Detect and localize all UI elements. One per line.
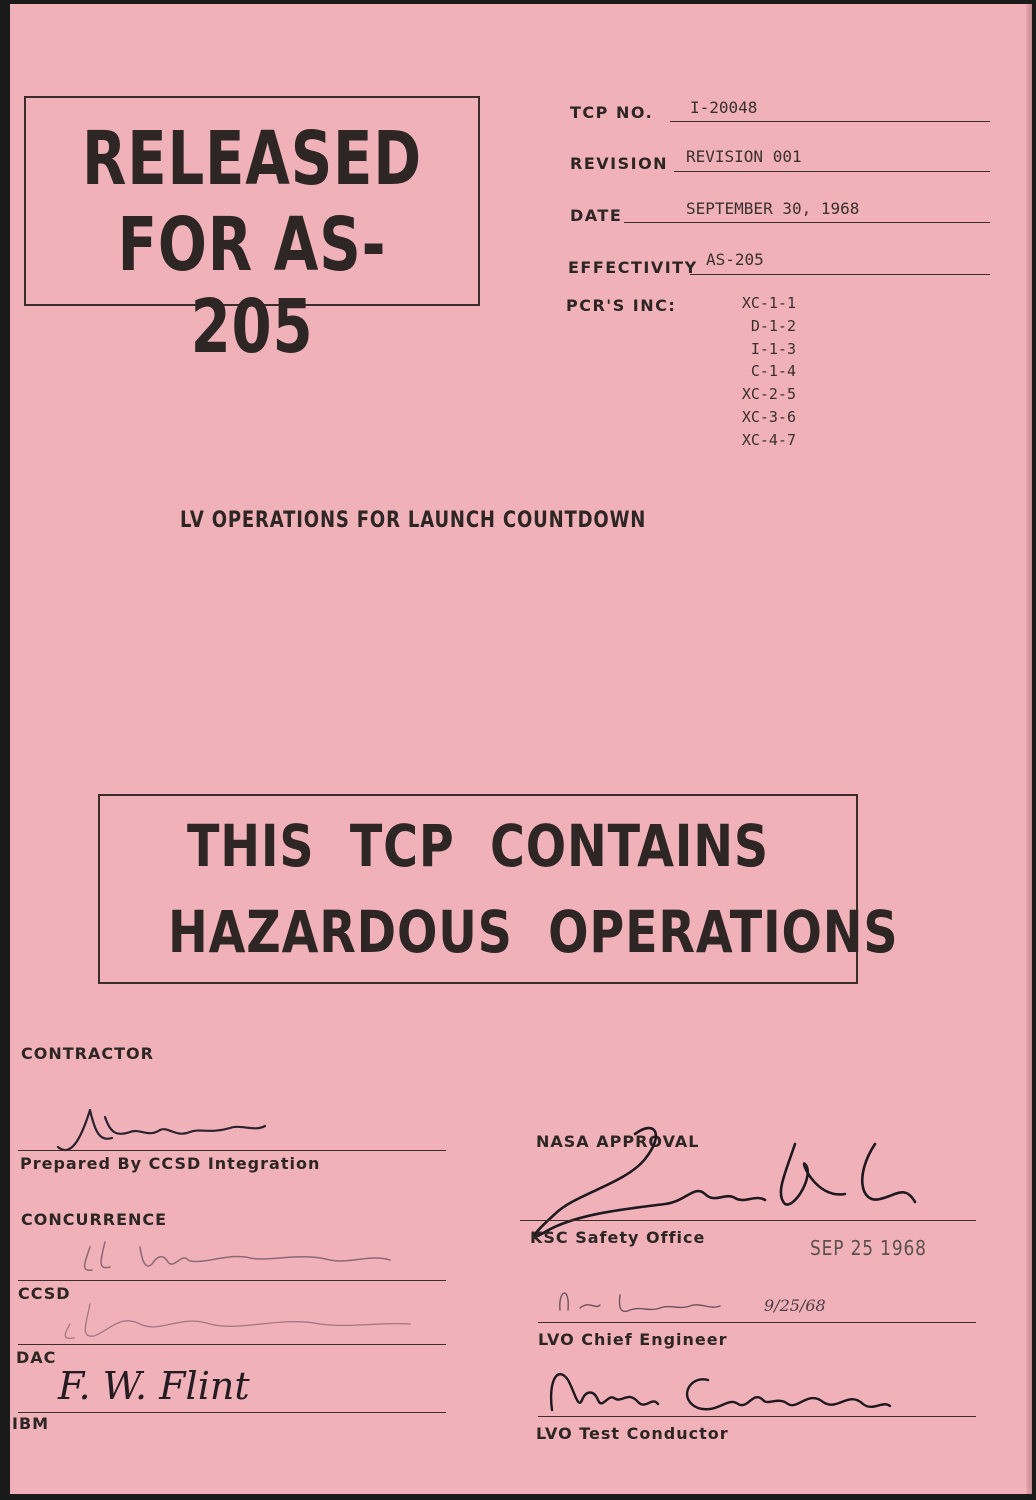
ccsd-signature [70,1222,400,1282]
prepared-signature [50,1102,290,1162]
nasa-approval-signature [515,1114,935,1244]
concurrence-label: CONCURRENCE [21,1210,168,1229]
ibm-signature-line [18,1412,446,1413]
dac-signature [50,1294,420,1344]
pcr-item: XC-2-5 [741,385,796,404]
pcr-item: D-1-2 [750,316,796,335]
date-value: SEPTEMBER 30, 1968 [686,199,860,218]
ibm-signature: F. W. Flint [58,1364,250,1408]
ccsd-label: CCSD [18,1284,71,1303]
hazard-warning-box [98,794,899,984]
chief-engineer-label: LVO Chief Engineer [538,1330,728,1349]
dac-signature-line [18,1344,446,1345]
tcp-number-value: I-20048 [690,98,758,117]
nasa-approval-line [520,1220,976,1221]
hazard-line1: THIS TCP CONTAINS [187,812,769,880]
pcr-item: I-1-3 [750,339,796,358]
test-conductor-signature [538,1360,898,1430]
prepared-by-label: Prepared By CCSD Integration [20,1154,321,1173]
pcr-item: XC-1-1 [741,294,796,312]
nasa-approval-label: NASA APPROVAL [536,1132,700,1151]
released-stamp-box [24,96,480,370]
chief-engineer-line [538,1322,976,1323]
pcr-item: XC-3-6 [741,407,796,426]
pcr-item: C-1-4 [750,362,796,381]
received-date-stamp: SEP 25 1968 [810,1236,927,1260]
effectivity-value: AS-205 [706,250,764,269]
ccsd-signature-line [18,1280,446,1281]
test-conductor-line [538,1416,976,1417]
document-page [10,4,1032,1494]
contractor-label: CONTRACTOR [21,1044,154,1063]
released-stamp-line2: FOR AS-205 [117,202,387,370]
dac-label: DAC [16,1348,57,1367]
effectivity-label: EFFECTIVITY [568,258,698,277]
pcr-item: XC-4-7 [741,430,796,449]
tcp-number-label: TCP NO. [570,103,654,122]
chief-engineer-date: 9/25/68 [764,1296,826,1315]
test-conductor-label: LVO Test Conductor [536,1424,729,1443]
effectivity-line [690,274,990,275]
ksc-safety-office-label: KSC Safety Office [530,1228,706,1247]
page-right-edge [1026,4,1032,1494]
pcr-list [700,292,796,452]
ibm-label: IBM [12,1414,50,1433]
revision-value: REVISION 001 [686,147,802,166]
tcp-number-line [670,121,990,122]
hazard-line2: HAZARDOUS OPERATIONS [168,898,899,966]
document-title: LV OPERATIONS FOR LAUNCH COUNTDOWN [180,508,647,533]
date-line [624,222,990,223]
prepared-signature-line [18,1150,446,1151]
pcr-label: PCR'S INC: [566,296,677,315]
revision-line [674,171,990,172]
released-stamp-line1: RELEASED [82,116,422,202]
revision-label: REVISION [570,154,669,173]
date-label: DATE [570,206,623,225]
